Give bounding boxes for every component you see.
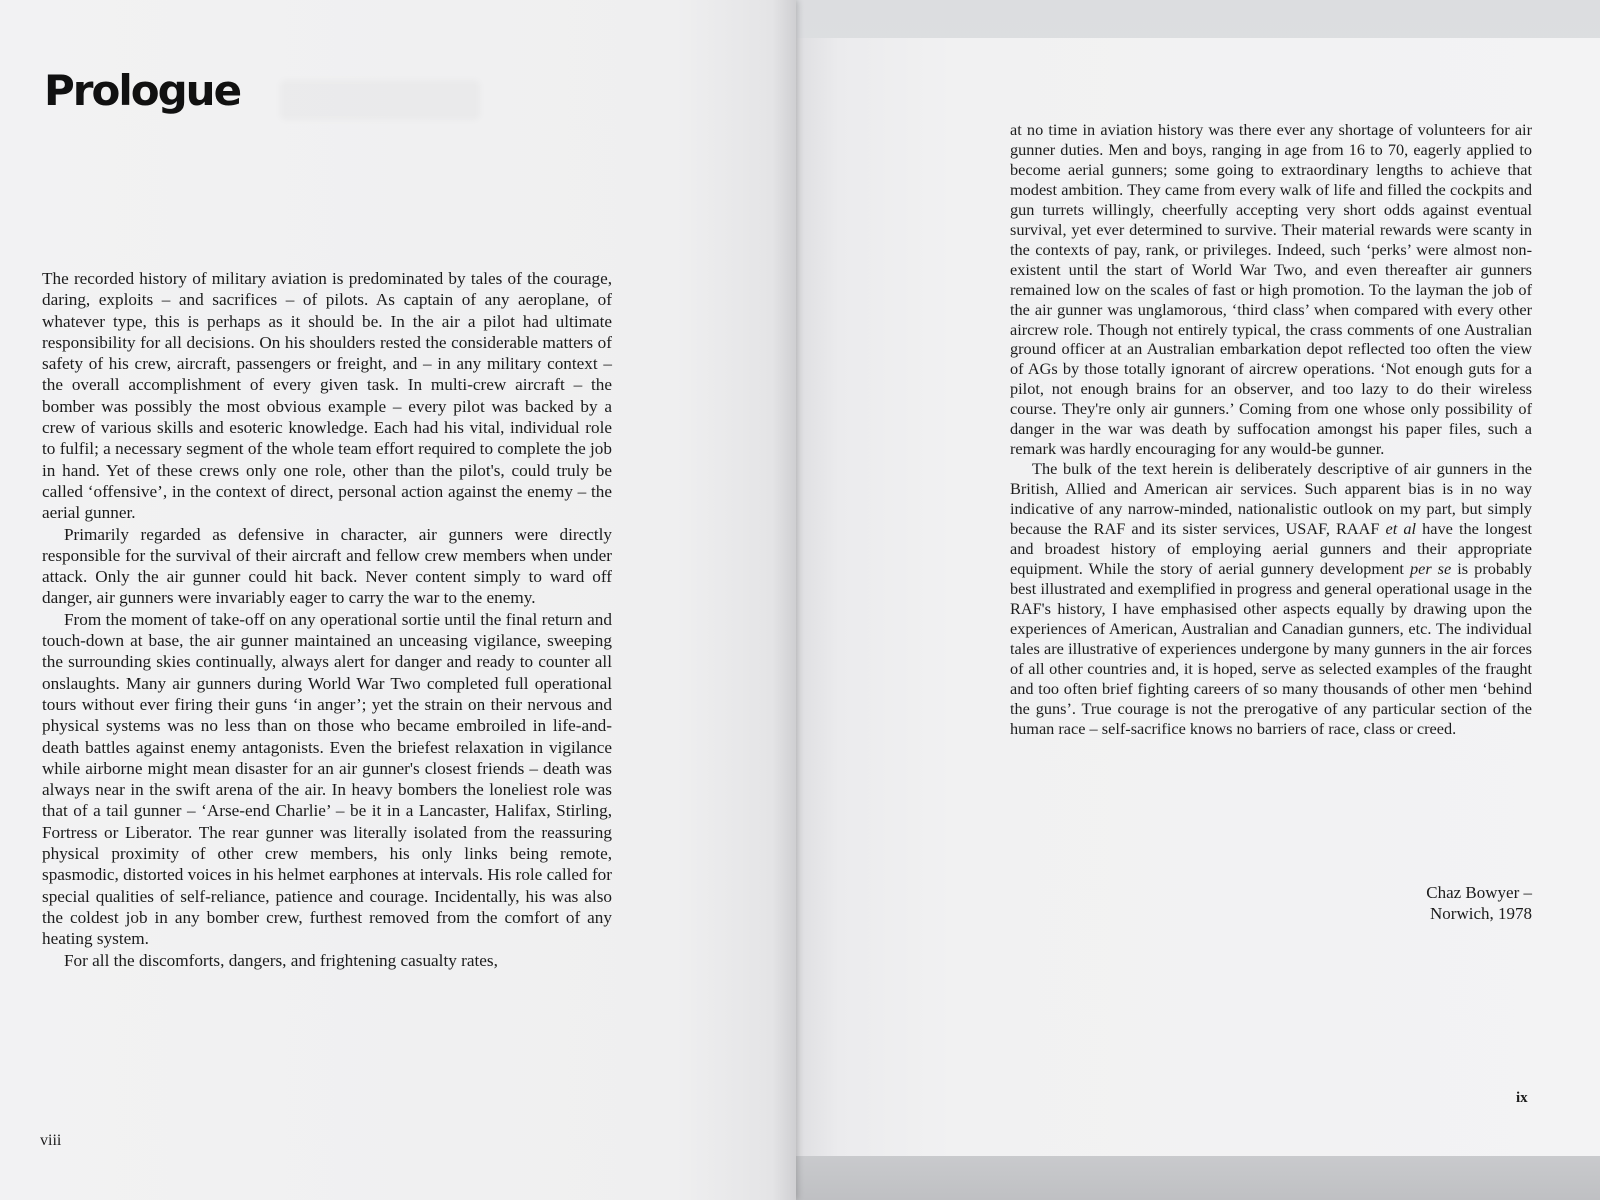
paragraph: The recorded history of military aviation is predominated by tales of the courage, daring, exploits – and sacrifices – of pilots. As captain of any aeroplane, of whatever type, this is perhaps as it should be. In the air a pilot had ultimate responsibility for all decisions. On his shoulders rested the considerable matters of safety of his crew, aircraft, passengers or freight, and – in any military context – the overall accomplishment of every given task. In multi-crew aircraft – the bomber was possibly the most obvious example – every pilot was backed by a crew of various skills and esoteric knowledge. Each had his vital, individual role to fulfil; a necessary segment of the whole team effort required to complete the job in hand. Yet of these crews only one role, other than the pilot's, could truly be called ‘offensive’, in the context of direct, personal action against the enemy – the aerial gunner. <box>42 269 612 523</box>
place-date: Norwich, 1978 <box>1430 904 1532 923</box>
paragraph-text: have the longest and broadest history of employing aerial gunners and their appropriate equipment. While the story of aerial gunnery development <box>1010 519 1533 578</box>
show-through-shadow <box>280 80 480 120</box>
paragraph: at no time in aviation history was there ever any shortage of volunteers for air gunner duties. Men and boys, ranging in age from 16 to 70, eagerly applied to become aerial gunners; some going to extraordinary lengths to achieve that modest ambition. They came from every walk of life and filled the cockpits and gun turrets willingly, cheerfully accepting very short odds against eventual survival, yet ever determined to survive. Their material rewards were scanty in the contexts of pay, rank, or privileges. Indeed, such ‘perks’ were almost non-existent until the start of World War Two, and even thereafter air gunners remained low on the scales of fast or high promotion. To the layman the job of the air gunner was unglamorous, ‘third class’ when compared with every other aircrew role. Though not entirely typical, the crass comments of one Australian ground officer at an Australian embarkation depot reflected too often the view of AGs by those totally ignorant of aircrew operations. ‘Not enough guts for a pilot, not enough brains for an observer, and too lazy to do their wireless course. They're only air gunners.’ Coming from one whose only possibility of danger in the war was death by suffocation amongst his paper files, such a remark was hardly encouraging for any would-be gunner. <box>1010 120 1532 459</box>
left-page <box>0 0 796 1200</box>
italic-phrase: et al <box>1385 519 1417 539</box>
paragraph: From the moment of take-off on any operational sortie until the final return and touch-down at base, the air gunner maintained an unceasing vigilance, sweeping the surrounding skies continually, always alert for danger and ready to counter all onslaughts. Many air gunners during World War Two completed full operational tours without ever firing their guns ‘in anger’; yet the strain on their nervous and physical systems was no less than on those who became embroiled in life-and-death battles against enemy antagonists. Even the briefest relaxation in vigilance while airborne might mean disaster for an air gunner's closest friends – death was always near in the swift arena of the air. In heavy bombers the loneliest role was that of a tail gunner – ‘Arse-end Charlie’ – be it in a Lancaster, Halifax, Stirling, Fortress or Liberator. The rear gunner was literally isolated from the reassuring physical proximity of other crew members, his only links being remote, spasmodic, distorted voices in his helmet earphones at intervals. His role called for special qualities of self-reliance, patience and courage. Incidentally, his was also the coldest job in any bomber crew, furthest removed from the comfort of any heating system. <box>42 609 612 949</box>
paragraph-text: The bulk of the text herein is deliberately descriptive of air gunners in the British, Allied and American air services. Such apparent bias is in no way indicative of any narrow-minded, nationalistic outlook on my part, but simply because the RAF and its sister services, USAF, RAAF <box>1010 459 1532 539</box>
paragraph-text: is probably best illustrated and exemplified in progress and general operational usage in the RAF's history, I have emphasised other aspects equally by drawing upon the experiences of American, Australian and Canadian gunners, etc. The individual tales are illustrative of experiences undergone by many gunners in the air forces of all other countries and, it is hoped, serve as selected examples of the fraught and too often brief fighting careers of so many thousands of other men ‘behind the guns’. True courage is not the prerogative of any particular section of the human race – self-sacrifice knows no barriers of race, class or creed. <box>1010 558 1532 738</box>
page-number-left: viii <box>40 1132 62 1149</box>
paragraph: For all the discomforts, dangers, and frightening casualty rates, <box>64 950 498 970</box>
left-text-column <box>42 268 612 971</box>
author-signature <box>1290 882 1532 924</box>
paragraph <box>1010 459 1532 738</box>
italic-phrase: per se <box>1409 558 1452 578</box>
author-name: Chaz Bowyer – <box>1426 883 1532 902</box>
paragraph: Primarily regarded as defensive in character, air gunners were directly responsible for the survival of their aircraft and fellow crew members when under attack. Only the air gunner could hit back. Never content simply to ward off danger, air gunners were invariably eager to carry the war to the enemy. <box>42 524 612 608</box>
page-number-right: ix <box>1516 1090 1528 1106</box>
right-page <box>790 38 1600 1156</box>
right-text-column <box>1010 120 1532 739</box>
chapter-heading: Prologue <box>44 66 241 115</box>
